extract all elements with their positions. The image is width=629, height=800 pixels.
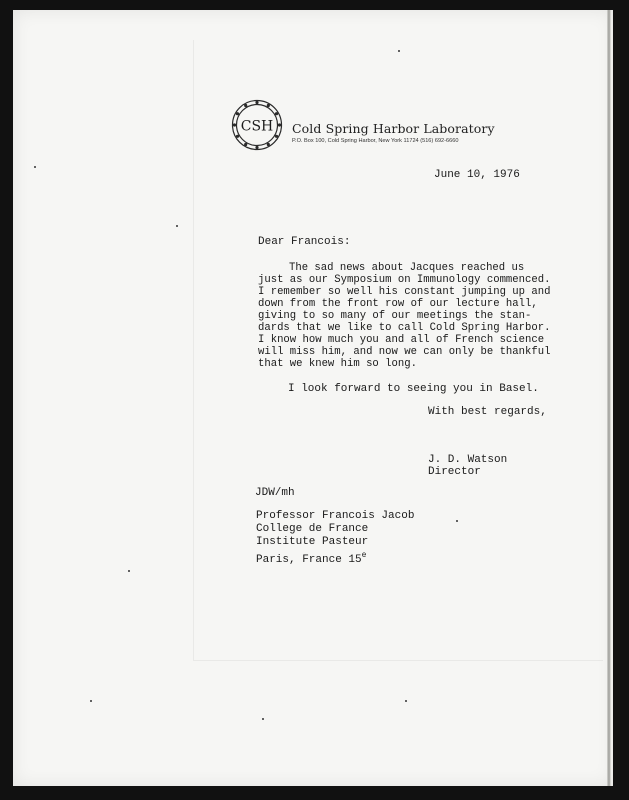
closing-line: I look forward to seeing you in Basel. [288, 383, 539, 395]
recipient-city: Paris, France 15 [256, 554, 362, 566]
body-line: down from the front row of our lecture hall, [258, 298, 538, 310]
body-line: will miss him, and now we can only be thankful [258, 346, 551, 358]
signer-name: J. D. Watson [428, 454, 508, 466]
body-line: I know how much you and all of French science [258, 334, 545, 346]
organization-name: Cold Spring Harbor Laboratory [292, 121, 495, 136]
typist-initials: JDW/mh [255, 487, 295, 499]
logo-text: CSH [240, 118, 274, 135]
regards: With best regards, [428, 406, 547, 418]
scan-speck [34, 166, 36, 168]
letter-body [258, 262, 550, 370]
letter-date: June 10, 1976 [434, 169, 520, 181]
scan-speck [456, 520, 458, 522]
scan-speck [405, 700, 407, 702]
body-line: The sad news about Jacques reached us [289, 262, 525, 274]
recipient-line: Institute Pasteur [256, 536, 369, 548]
scan-speck [262, 718, 264, 720]
csh-logo-icon [229, 97, 285, 153]
recipient-line: Professor Francois Jacob [256, 510, 415, 522]
organization-address: P.O. Box 100, Cold Spring Harbor, New York 11724 (516) 692-6660 [292, 138, 459, 144]
body-line: giving to so many of our meetings the stan- [258, 310, 532, 322]
scan-speck [176, 225, 178, 227]
scan-speck [128, 570, 130, 572]
recipient-line-4 [256, 549, 414, 566]
recipient-address [256, 510, 415, 566]
body-line: dards that we like to call Cold Spring Harbor. [258, 322, 551, 334]
salutation: Dear Francois: [258, 236, 351, 248]
body-line: that we knew him so long. [258, 358, 417, 370]
recipient-line: College de France [256, 523, 369, 535]
signer-title: Director [428, 466, 481, 478]
paper-edge [607, 10, 611, 786]
body-line: I remember so well his constant jumping up and [258, 286, 551, 298]
body-line: just as our Symposium on Immunology commenced. [258, 274, 551, 286]
scan-speck [398, 50, 400, 52]
recipient-arrondissement-superscript: e [361, 551, 367, 560]
fold-line-horizontal [193, 660, 603, 661]
scan-speck [90, 700, 92, 702]
fold-line-vertical [193, 40, 194, 660]
